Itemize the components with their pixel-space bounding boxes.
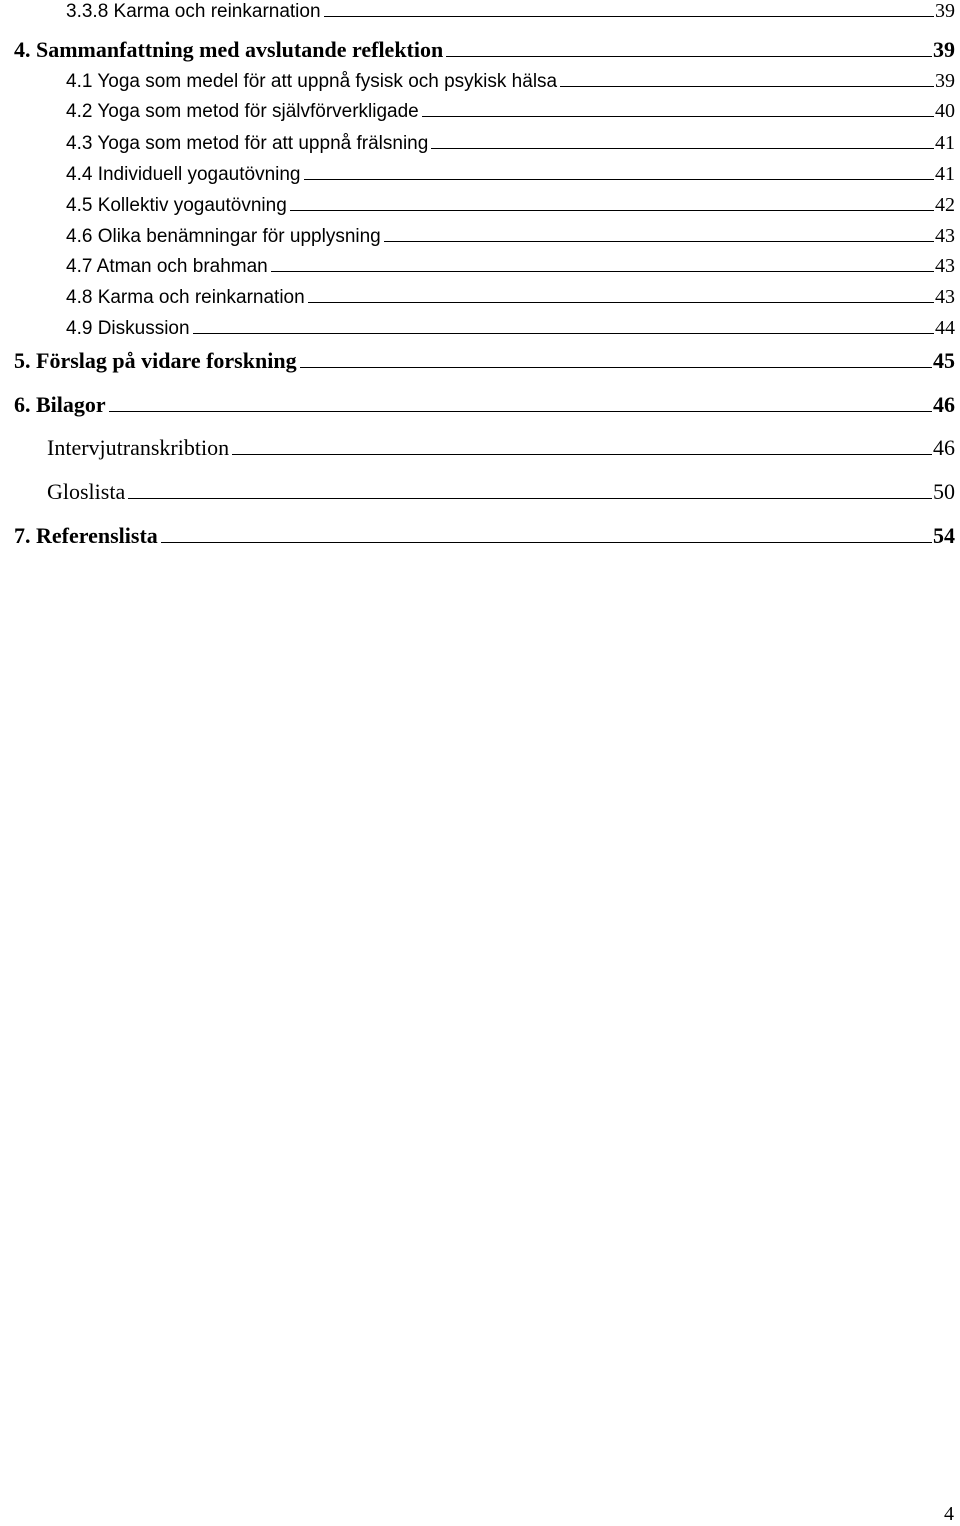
toc-entry-label: 4.9 Diskussion [66, 318, 190, 339]
toc-leader-line [560, 86, 934, 87]
toc-entry-gloslista[interactable] [47, 479, 955, 505]
toc-entry-4-8[interactable] [66, 286, 955, 309]
toc-entry-label: Gloslista [47, 479, 126, 504]
toc-entry-label: 4.6 Olika benämningar för upplysning [66, 226, 381, 247]
toc-entry-label: 4.1 Yoga som medel för att uppnå fysisk och psykisk hälsa [66, 71, 558, 92]
toc-entry-4-4[interactable] [66, 163, 955, 186]
toc-leader-line [193, 333, 934, 334]
toc-entry-page: 41 [935, 163, 955, 185]
toc-entry-page: 50 [933, 479, 955, 504]
toc-leader-line [431, 148, 934, 149]
toc-entry-label: 4.2 Yoga som metod för självförverkligade [66, 101, 419, 122]
toc-entry-page: 43 [935, 225, 955, 247]
toc-leader-line [304, 179, 934, 180]
footer-page-number: 4 [944, 1503, 954, 1525]
toc-leader-line [161, 542, 932, 543]
toc-entry-page: 43 [935, 255, 955, 277]
toc-leader-line [290, 210, 934, 211]
toc-entry-intervjutranskribtion[interactable] [47, 435, 955, 461]
toc-leader-line [232, 454, 932, 455]
toc-entry-4-2[interactable] [66, 100, 955, 123]
toc-entry-label: 3.3.8 Karma och reinkarnation [66, 1, 321, 22]
toc-leader-line [300, 367, 932, 368]
toc-entry-4[interactable] [14, 37, 955, 63]
toc-entry-page: 46 [933, 435, 955, 460]
toc-entry-page: 40 [935, 100, 955, 122]
toc-entry-page: 39 [935, 0, 955, 22]
toc-entry-page: 39 [933, 37, 955, 62]
toc-leader-line [109, 411, 932, 412]
toc-leader-line [422, 116, 934, 117]
toc-entry-4-6[interactable] [66, 225, 955, 248]
toc-entry-page: 42 [935, 194, 955, 216]
toc-leader-line [384, 241, 934, 242]
toc-entry-page: 46 [933, 392, 955, 417]
toc-leader-line [324, 16, 934, 17]
toc-entry-5[interactable] [14, 348, 955, 374]
toc-entry-label: 4. Sammanfattning med avslutande reflektion [14, 37, 444, 62]
toc-entry-label: 4.7 Atman och brahman [66, 256, 268, 277]
toc-entry-page: 39 [935, 70, 955, 92]
toc-entry-label: 7. Referenslista [14, 523, 158, 548]
toc-entry-label: 6. Bilagor [14, 392, 106, 417]
toc-entry-page: 44 [935, 317, 955, 339]
toc-entry-7[interactable] [14, 523, 955, 549]
toc-entry-page: 54 [933, 523, 955, 548]
toc-leader-line [446, 56, 932, 57]
toc-entry-label: 4.5 Kollektiv yogautövning [66, 195, 287, 216]
toc-entry-label: 5. Förslag på vidare forskning [14, 348, 297, 373]
toc-leader-line [271, 271, 934, 272]
toc-leader-line [128, 498, 932, 499]
toc-entry-4-1[interactable] [66, 70, 955, 93]
toc-entry-3-3-8[interactable] [66, 0, 955, 23]
toc-entry-label: 4.8 Karma och reinkarnation [66, 287, 305, 308]
toc-entry-4-5[interactable] [66, 194, 955, 217]
toc-entry-4-3[interactable] [66, 132, 955, 155]
toc-leader-line [308, 302, 934, 303]
toc-entry-label: 4.4 Individuell yogautövning [66, 164, 301, 185]
toc-entry-page: 41 [935, 132, 955, 154]
toc-entry-6[interactable] [14, 392, 955, 418]
toc-entry-4-9[interactable] [66, 317, 955, 340]
toc-entry-page: 45 [933, 348, 955, 373]
toc-entry-label: 4.3 Yoga som metod för att uppnå frälsning [66, 133, 429, 154]
toc-entry-label: Intervjutranskribtion [47, 435, 230, 460]
toc-entry-4-7[interactable] [66, 255, 955, 278]
toc-entry-page: 43 [935, 286, 955, 308]
